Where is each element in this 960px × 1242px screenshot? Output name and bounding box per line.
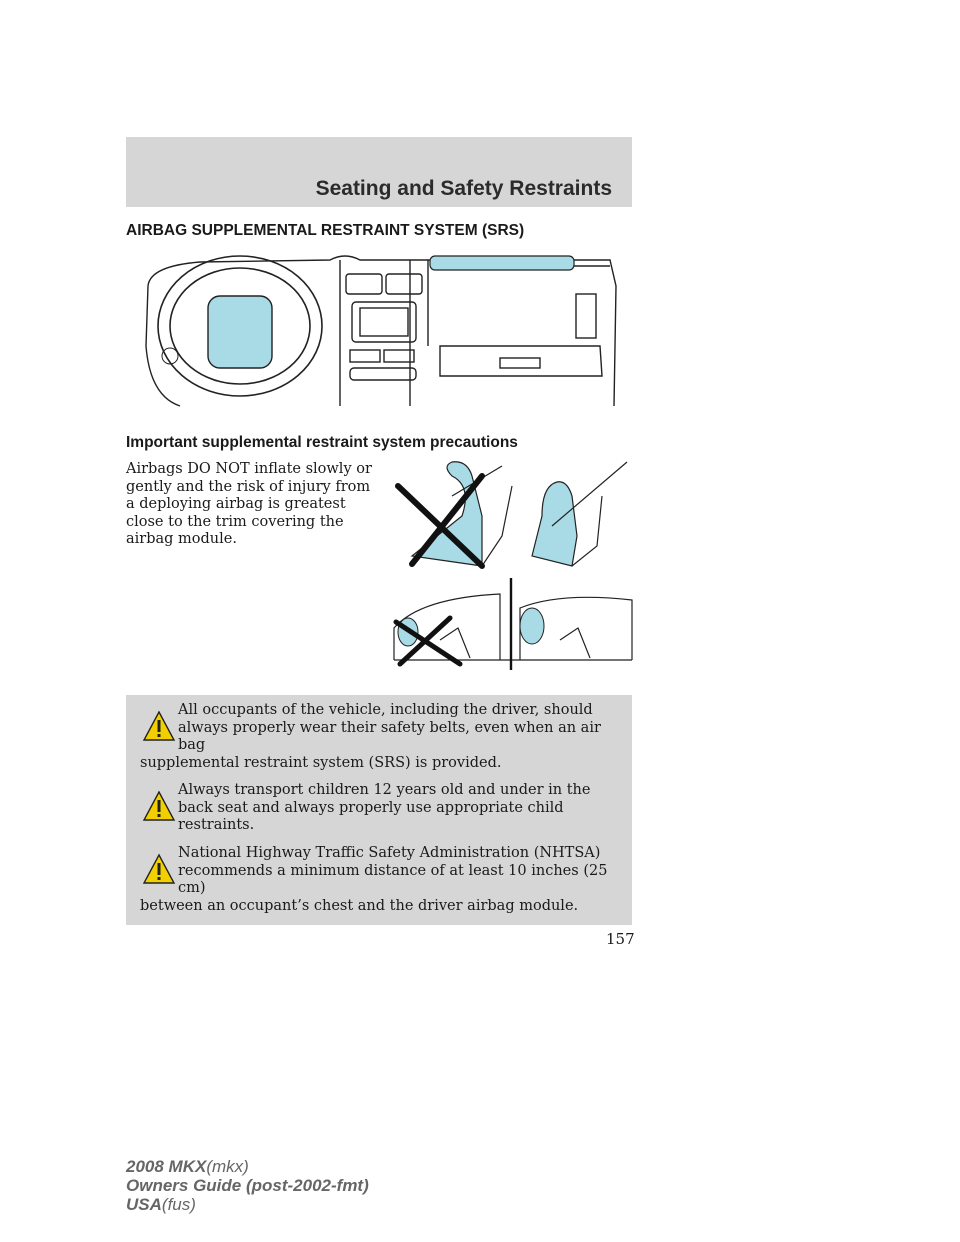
- page-number: 157: [606, 930, 635, 948]
- warning-text: All occupants of the vehicle, including the driver, should always properly wear their safety belts, even when an air bag: [178, 702, 601, 753]
- header-band: [126, 137, 632, 207]
- warning-triangle-icon: [140, 786, 178, 826]
- section-title: Seating and Safety Restraints: [315, 177, 612, 200]
- warning-triangle-icon: [140, 706, 178, 746]
- document-footer: [126, 1157, 369, 1214]
- footer-market-code: (fus): [161, 1195, 196, 1214]
- footer-market: USA: [126, 1195, 162, 1214]
- warning-box: [126, 838, 632, 925]
- footer-model: 2008 MKX: [126, 1157, 207, 1176]
- side-view-illustration: [380, 578, 634, 670]
- warning-text-cont: supplemental restraint system (SRS) is provided.: [140, 754, 502, 771]
- occupant-position-illustration: [382, 456, 632, 578]
- footer-guide: Owners Guide (post-2002-fmt): [126, 1176, 369, 1195]
- precautions-heading: Important supplemental restraint system precautions: [126, 434, 518, 451]
- warning-box: [126, 775, 632, 845]
- warning-triangle-icon: [140, 849, 178, 889]
- footer-model-code: (mkx): [206, 1157, 249, 1176]
- warning-text: Always transport children 12 years old and under in the back seat and always properly use appropriate child restraints.: [178, 782, 591, 833]
- intro-paragraph: Airbags DO NOT inflate slowly or gently and the risk of injury from a deploying airbag is greatest close to the trim covering the airbag module.: [126, 461, 372, 547]
- warning-text-cont: between an occupant’s chest and the driver airbag module.: [140, 897, 579, 914]
- page-heading: AIRBAG SUPPLEMENTAL RESTRAINT SYSTEM (SRS): [126, 222, 525, 239]
- warning-box: [126, 695, 632, 782]
- warning-text: National Highway Traffic Safety Administration (NHTSA) recommends a minimum distance of at least 10 inches (25 cm): [178, 845, 608, 896]
- dashboard-airbag-illustration: [140, 246, 618, 412]
